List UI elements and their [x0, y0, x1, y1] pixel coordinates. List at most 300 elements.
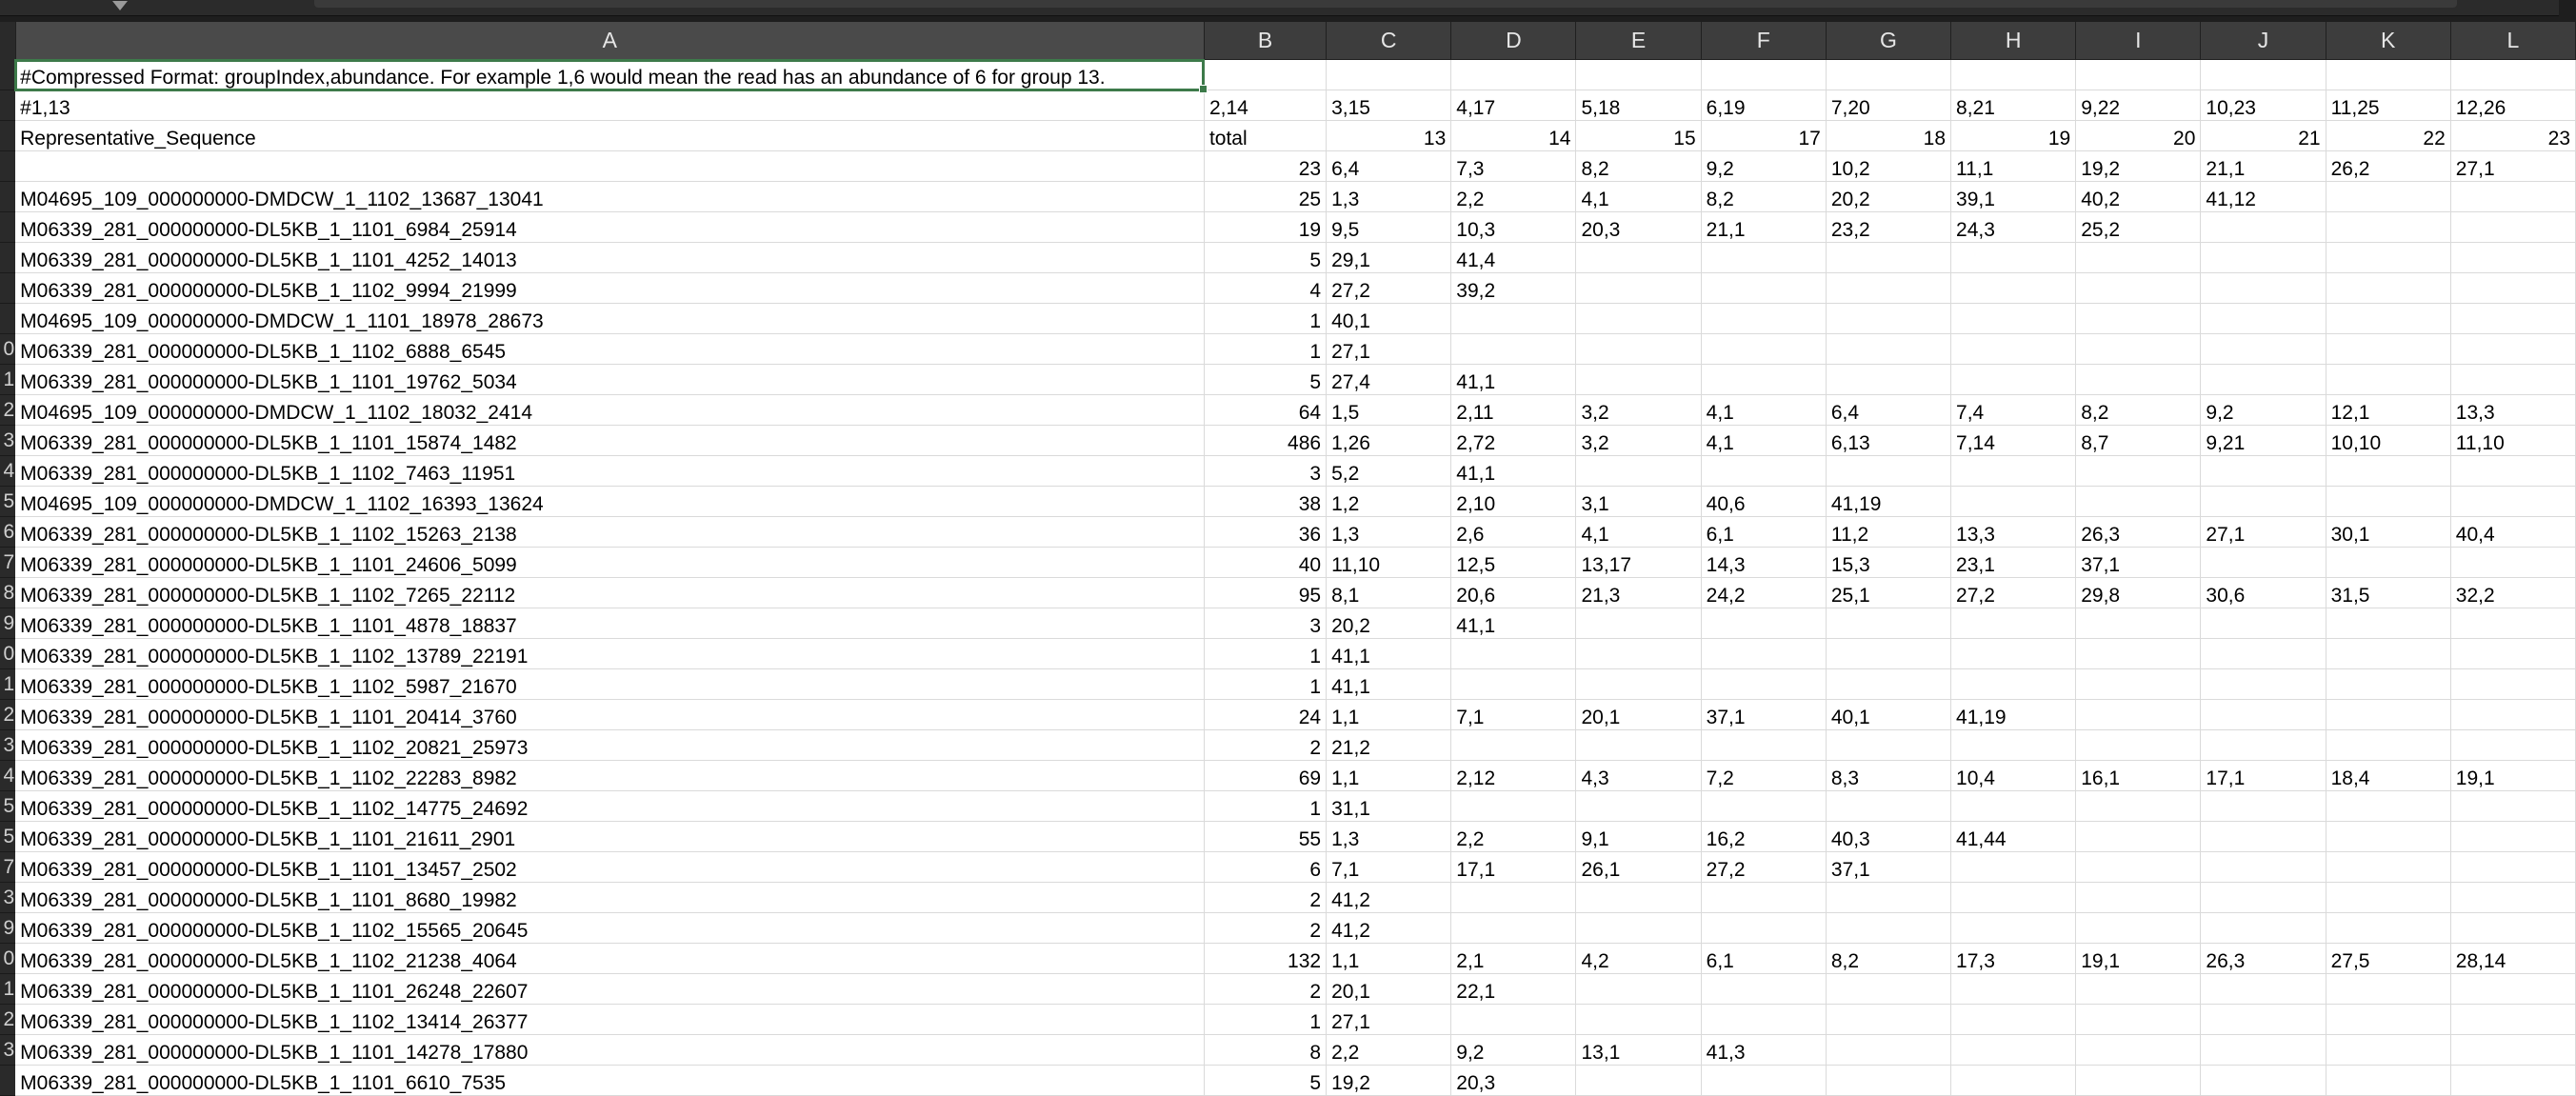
cell-l[interactable] [2450, 608, 2575, 639]
cell-a[interactable]: M06339_281_000000000-DL5KB_1_1101_24606_5099 [15, 548, 1204, 578]
cell-i[interactable] [2076, 791, 2201, 822]
cell-h[interactable]: 23,1 [1951, 548, 2076, 578]
cell-d[interactable]: 20,6 [1451, 578, 1576, 608]
cell-d[interactable] [1451, 1005, 1576, 1035]
cell-i[interactable] [2076, 974, 2201, 1005]
cell-c[interactable]: 20,1 [1327, 974, 1451, 1005]
cell-b[interactable]: 3 [1204, 608, 1326, 639]
cell-a[interactable]: M06339_281_000000000-DL5KB_1_1102_15565_20645 [15, 913, 1204, 944]
cell-e[interactable]: 4,2 [1576, 944, 1701, 974]
cell-j[interactable]: 9,21 [2201, 426, 2326, 456]
cell-g[interactable] [1826, 1035, 1950, 1066]
cell-c[interactable]: 11,10 [1327, 548, 1451, 578]
cell-k[interactable] [2326, 669, 2450, 700]
cell-d[interactable]: 39,2 [1451, 273, 1576, 304]
cell-b[interactable]: 132 [1204, 944, 1326, 974]
cell-c[interactable]: 13 [1327, 121, 1451, 151]
cell-g[interactable]: 8,3 [1826, 761, 1950, 791]
cell-i[interactable] [2076, 243, 2201, 273]
cell-c[interactable]: 1,1 [1327, 700, 1451, 730]
cell-j[interactable]: 21 [2201, 121, 2326, 151]
cell-j[interactable] [2201, 913, 2326, 944]
cell-b[interactable]: 2,14 [1204, 90, 1326, 121]
cell-l[interactable] [2450, 669, 2575, 700]
cell-j[interactable] [2201, 974, 2326, 1005]
cell-c[interactable]: 41,1 [1327, 639, 1451, 669]
cell-e[interactable]: 13,17 [1576, 548, 1701, 578]
cell-i[interactable] [2076, 456, 2201, 487]
cell-j[interactable] [2201, 822, 2326, 852]
cell-c[interactable]: 1,3 [1327, 182, 1451, 212]
cell-l[interactable]: 23 [2450, 121, 2575, 151]
cell-k[interactable]: 30,1 [2326, 517, 2450, 548]
cell-h[interactable] [1951, 639, 2076, 669]
cell-l[interactable] [2450, 182, 2575, 212]
cell-i[interactable] [2076, 1035, 2201, 1066]
cell-j[interactable] [2201, 639, 2326, 669]
cell-a[interactable]: M06339_281_000000000-DL5KB_1_1101_15874_1482 [15, 426, 1204, 456]
column-header-d[interactable]: D [1451, 22, 1576, 60]
cell-f[interactable] [1701, 608, 1826, 639]
cell-f[interactable] [1701, 791, 1826, 822]
row-header[interactable]: 0 [0, 334, 15, 365]
cell-j[interactable] [2201, 273, 2326, 304]
cell-c[interactable]: 41,2 [1327, 883, 1451, 913]
row-header[interactable] [0, 60, 15, 90]
row-header[interactable]: 5 [0, 791, 15, 822]
cell-d[interactable]: 41,1 [1451, 608, 1576, 639]
column-header-h[interactable]: H [1951, 22, 2076, 60]
cell-l[interactable]: 40,4 [2450, 517, 2575, 548]
cell-g[interactable]: 37,1 [1826, 852, 1950, 883]
cell-c[interactable]: 27,1 [1327, 1005, 1451, 1035]
column-header-a[interactable]: A [15, 22, 1204, 60]
cell-c[interactable]: 1,3 [1327, 517, 1451, 548]
cell-j[interactable] [2201, 60, 2326, 90]
cell-l[interactable] [2450, 212, 2575, 243]
cell-d[interactable]: 9,2 [1451, 1035, 1576, 1066]
cell-e[interactable] [1576, 730, 1701, 761]
cell-i[interactable]: 8,2 [2076, 395, 2201, 426]
cell-d[interactable]: 14 [1451, 121, 1576, 151]
cell-k[interactable] [2326, 852, 2450, 883]
cell-a[interactable]: M06339_281_000000000-DL5KB_1_1101_4252_14013 [15, 243, 1204, 273]
cell-l[interactable] [2450, 1066, 2575, 1096]
cell-i[interactable]: 8,7 [2076, 426, 2201, 456]
cell-h[interactable]: 11,1 [1951, 151, 2076, 182]
cell-g[interactable]: 25,1 [1826, 578, 1950, 608]
row-header[interactable] [0, 90, 15, 121]
cell-l[interactable]: 11,10 [2450, 426, 2575, 456]
cell-g[interactable]: 20,2 [1826, 182, 1950, 212]
cell-f[interactable]: 8,2 [1701, 182, 1826, 212]
cell-d[interactable]: 2,2 [1451, 182, 1576, 212]
cell-h[interactable] [1951, 1066, 2076, 1096]
cell-l[interactable] [2450, 913, 2575, 944]
cell-e[interactable]: 13,1 [1576, 1035, 1701, 1066]
cell-e[interactable]: 21,3 [1576, 578, 1701, 608]
cell-b[interactable]: 40 [1204, 548, 1326, 578]
cell-g[interactable] [1826, 456, 1950, 487]
cell-d[interactable] [1451, 913, 1576, 944]
cell-d[interactable] [1451, 730, 1576, 761]
cell-f[interactable]: 40,6 [1701, 487, 1826, 517]
cell-d[interactable]: 41,1 [1451, 456, 1576, 487]
cell-a[interactable] [15, 151, 1204, 182]
cell-g[interactable]: 10,2 [1826, 151, 1950, 182]
row-header[interactable]: 2 [0, 700, 15, 730]
cell-e[interactable]: 9,1 [1576, 822, 1701, 852]
cell-i[interactable] [2076, 334, 2201, 365]
row-header[interactable]: 2 [0, 395, 15, 426]
cell-h[interactable]: 10,4 [1951, 761, 2076, 791]
cell-l[interactable]: 32,2 [2450, 578, 2575, 608]
cell-l[interactable] [2450, 883, 2575, 913]
row-header[interactable]: 4 [0, 761, 15, 791]
cell-f[interactable]: 6,1 [1701, 944, 1826, 974]
cell-j[interactable] [2201, 212, 2326, 243]
cell-d[interactable]: 10,3 [1451, 212, 1576, 243]
cell-d[interactable]: 20,3 [1451, 1066, 1576, 1096]
cell-c[interactable]: 8,1 [1327, 578, 1451, 608]
cell-j[interactable] [2201, 1035, 2326, 1066]
cell-l[interactable] [2450, 334, 2575, 365]
cell-f[interactable]: 4,1 [1701, 395, 1826, 426]
row-header[interactable]: 3 [0, 883, 15, 913]
cell-k[interactable]: 31,5 [2326, 578, 2450, 608]
cell-j[interactable] [2201, 669, 2326, 700]
column-header-j[interactable]: J [2201, 22, 2326, 60]
cell-j[interactable] [2201, 852, 2326, 883]
cell-c[interactable]: 27,2 [1327, 273, 1451, 304]
cell-g[interactable] [1826, 60, 1950, 90]
cell-c[interactable]: 21,2 [1327, 730, 1451, 761]
dropdown-arrow-icon[interactable] [112, 1, 128, 10]
column-header-c[interactable]: C [1327, 22, 1451, 60]
row-header[interactable]: 3 [0, 1035, 15, 1066]
cell-j[interactable] [2201, 456, 2326, 487]
cell-i[interactable] [2076, 700, 2201, 730]
cell-d[interactable] [1451, 334, 1576, 365]
cell-j[interactable]: 41,12 [2201, 182, 2326, 212]
cell-k[interactable] [2326, 456, 2450, 487]
cell-a[interactable]: M06339_281_000000000-DL5KB_1_1101_8680_19982 [15, 883, 1204, 913]
cell-i[interactable]: 20 [2076, 121, 2201, 151]
cell-g[interactable]: 40,3 [1826, 822, 1950, 852]
cell-h[interactable] [1951, 730, 2076, 761]
cell-f[interactable] [1701, 60, 1826, 90]
fill-handle[interactable] [1199, 85, 1208, 93]
cell-c[interactable]: 40,1 [1327, 304, 1451, 334]
cell-f[interactable] [1701, 730, 1826, 761]
cell-d[interactable]: 41,4 [1451, 243, 1576, 273]
cell-h[interactable] [1951, 852, 2076, 883]
cell-i[interactable] [2076, 608, 2201, 639]
select-all-corner[interactable] [0, 22, 15, 60]
cell-f[interactable]: 9,2 [1701, 151, 1826, 182]
cell-a[interactable]: Representative_Sequence [15, 121, 1204, 151]
cell-b[interactable]: 95 [1204, 578, 1326, 608]
cell-c[interactable]: 5,2 [1327, 456, 1451, 487]
cell-c[interactable]: 1,5 [1327, 395, 1451, 426]
cell-l[interactable] [2450, 365, 2575, 395]
cell-c[interactable]: 29,1 [1327, 243, 1451, 273]
cell-g[interactable]: 7,20 [1826, 90, 1950, 121]
cell-h[interactable] [1951, 974, 2076, 1005]
row-header[interactable]: 3 [0, 730, 15, 761]
cell-a[interactable]: M04695_109_000000000-DMDCW_1_1102_18032_2414 [15, 395, 1204, 426]
cell-d[interactable]: 22,1 [1451, 974, 1576, 1005]
cell-l[interactable] [2450, 487, 2575, 517]
row-header[interactable]: 1 [0, 669, 15, 700]
cell-i[interactable] [2076, 730, 2201, 761]
cell-l[interactable] [2450, 822, 2575, 852]
cell-l[interactable] [2450, 456, 2575, 487]
cell-k[interactable]: 27,5 [2326, 944, 2450, 974]
row-header[interactable]: 7 [0, 548, 15, 578]
row-header[interactable]: 9 [0, 913, 15, 944]
cell-b[interactable]: 2 [1204, 730, 1326, 761]
cell-g[interactable]: 15,3 [1826, 548, 1950, 578]
row-header[interactable]: 1 [0, 365, 15, 395]
cell-f[interactable]: 37,1 [1701, 700, 1826, 730]
cell-b[interactable]: 25 [1204, 182, 1326, 212]
cell-g[interactable] [1826, 365, 1950, 395]
cell-f[interactable]: 17 [1701, 121, 1826, 151]
cell-d[interactable]: 2,2 [1451, 822, 1576, 852]
cell-d[interactable] [1451, 669, 1576, 700]
cell-h[interactable]: 7,14 [1951, 426, 2076, 456]
cell-a[interactable]: M04695_109_000000000-DMDCW_1_1101_18978_28673 [15, 304, 1204, 334]
cell-e[interactable] [1576, 60, 1701, 90]
cell-h[interactable] [1951, 913, 2076, 944]
cell-h[interactable] [1951, 883, 2076, 913]
cell-b[interactable]: 38 [1204, 487, 1326, 517]
cell-j[interactable] [2201, 730, 2326, 761]
column-header-b[interactable]: B [1204, 22, 1326, 60]
cell-f[interactable] [1701, 334, 1826, 365]
cell-e[interactable]: 4,1 [1576, 182, 1701, 212]
cell-f[interactable] [1701, 669, 1826, 700]
row-header[interactable] [0, 121, 15, 151]
cell-a[interactable]: M06339_281_000000000-DL5KB_1_1102_7265_22112 [15, 578, 1204, 608]
cell-i[interactable] [2076, 365, 2201, 395]
cell-j[interactable] [2201, 883, 2326, 913]
row-header[interactable]: 0 [0, 944, 15, 974]
cell-k[interactable] [2326, 608, 2450, 639]
cell-k[interactable]: 11,25 [2326, 90, 2450, 121]
cell-b[interactable] [1204, 60, 1326, 90]
cell-l[interactable]: 19,1 [2450, 761, 2575, 791]
cell-a[interactable]: M06339_281_000000000-DL5KB_1_1101_6610_7535 [15, 1066, 1204, 1096]
cell-e[interactable] [1576, 913, 1701, 944]
cell-k[interactable] [2326, 822, 2450, 852]
cell-c[interactable]: 27,4 [1327, 365, 1451, 395]
cell-h[interactable] [1951, 1005, 2076, 1035]
cell-e[interactable] [1576, 273, 1701, 304]
cell-f[interactable] [1701, 913, 1826, 944]
cell-i[interactable] [2076, 883, 2201, 913]
cell-h[interactable] [1951, 608, 2076, 639]
cell-i[interactable]: 37,1 [2076, 548, 2201, 578]
cell-a[interactable]: #1,13 [15, 90, 1204, 121]
cell-a[interactable]: M06339_281_000000000-DL5KB_1_1101_26248_22607 [15, 974, 1204, 1005]
cell-g[interactable] [1826, 273, 1950, 304]
cell-b[interactable]: 2 [1204, 883, 1326, 913]
row-header[interactable]: 8 [0, 578, 15, 608]
cell-e[interactable]: 4,1 [1576, 517, 1701, 548]
cell-i[interactable] [2076, 273, 2201, 304]
cell-f[interactable]: 6,19 [1701, 90, 1826, 121]
cell-f[interactable]: 24,2 [1701, 578, 1826, 608]
cell-j[interactable]: 10,23 [2201, 90, 2326, 121]
cell-k[interactable] [2326, 1005, 2450, 1035]
cell-c[interactable]: 20,2 [1327, 608, 1451, 639]
cell-f[interactable]: 41,3 [1701, 1035, 1826, 1066]
cell-b[interactable]: 3 [1204, 456, 1326, 487]
cell-a[interactable]: M06339_281_000000000-DL5KB_1_1101_20414_3760 [15, 700, 1204, 730]
row-header[interactable] [0, 1066, 15, 1096]
cell-g[interactable] [1826, 669, 1950, 700]
cell-k[interactable]: 12,1 [2326, 395, 2450, 426]
cell-k[interactable] [2326, 273, 2450, 304]
cell-j[interactable]: 17,1 [2201, 761, 2326, 791]
cell-i[interactable] [2076, 1066, 2201, 1096]
cell-g[interactable]: 11,2 [1826, 517, 1950, 548]
cell-f[interactable] [1701, 639, 1826, 669]
cell-i[interactable]: 19,1 [2076, 944, 2201, 974]
cell-k[interactable] [2326, 212, 2450, 243]
cell-e[interactable]: 20,3 [1576, 212, 1701, 243]
cell-e[interactable]: 15 [1576, 121, 1701, 151]
cell-i[interactable] [2076, 487, 2201, 517]
cell-h[interactable]: 13,3 [1951, 517, 2076, 548]
cell-b[interactable]: 2 [1204, 913, 1326, 944]
cell-k[interactable] [2326, 1035, 2450, 1066]
cell-e[interactable] [1576, 1005, 1701, 1035]
cell-b[interactable]: 24 [1204, 700, 1326, 730]
cell-c[interactable]: 41,2 [1327, 913, 1451, 944]
cell-g[interactable] [1826, 974, 1950, 1005]
cell-f[interactable] [1701, 883, 1826, 913]
cell-e[interactable]: 5,18 [1576, 90, 1701, 121]
cell-i[interactable]: 9,22 [2076, 90, 2201, 121]
cell-j[interactable] [2201, 700, 2326, 730]
cell-g[interactable] [1826, 913, 1950, 944]
cell-k[interactable] [2326, 913, 2450, 944]
cell-j[interactable] [2201, 1066, 2326, 1096]
cell-k[interactable] [2326, 1066, 2450, 1096]
cell-c[interactable]: 31,1 [1327, 791, 1451, 822]
cell-i[interactable]: 40,2 [2076, 182, 2201, 212]
cell-k[interactable] [2326, 365, 2450, 395]
cell-k[interactable]: 22 [2326, 121, 2450, 151]
column-header-f[interactable]: F [1701, 22, 1826, 60]
cell-g[interactable] [1826, 304, 1950, 334]
cell-h[interactable]: 27,2 [1951, 578, 2076, 608]
cell-b[interactable]: 5 [1204, 243, 1326, 273]
cell-b[interactable]: 55 [1204, 822, 1326, 852]
cell-k[interactable] [2326, 791, 2450, 822]
cell-l[interactable]: 13,3 [2450, 395, 2575, 426]
cell-b[interactable]: 2 [1204, 974, 1326, 1005]
cell-l[interactable]: 28,14 [2450, 944, 2575, 974]
cell-f[interactable]: 6,1 [1701, 517, 1826, 548]
cell-l[interactable] [2450, 791, 2575, 822]
cell-g[interactable] [1826, 334, 1950, 365]
cell-i[interactable] [2076, 822, 2201, 852]
cell-d[interactable]: 4,17 [1451, 90, 1576, 121]
cell-b[interactable]: 5 [1204, 365, 1326, 395]
cell-h[interactable]: 17,3 [1951, 944, 2076, 974]
cell-h[interactable]: 19 [1951, 121, 2076, 151]
cell-h[interactable] [1951, 365, 2076, 395]
cell-l[interactable] [2450, 1035, 2575, 1066]
cell-j[interactable]: 9,2 [2201, 395, 2326, 426]
row-header[interactable]: 3 [0, 426, 15, 456]
column-header-e[interactable]: E [1576, 22, 1701, 60]
cell-c[interactable]: 3,15 [1327, 90, 1451, 121]
cell-e[interactable] [1576, 304, 1701, 334]
cell-e[interactable] [1576, 334, 1701, 365]
cell-d[interactable]: 7,1 [1451, 700, 1576, 730]
cell-a[interactable]: M06339_281_000000000-DL5KB_1_1102_13789_22191 [15, 639, 1204, 669]
cell-b[interactable]: 1 [1204, 304, 1326, 334]
cell-b[interactable]: 69 [1204, 761, 1326, 791]
cell-c[interactable]: 6,4 [1327, 151, 1451, 182]
formula-bar[interactable] [314, 0, 2457, 8]
cell-k[interactable] [2326, 60, 2450, 90]
cell-c[interactable]: 9,5 [1327, 212, 1451, 243]
cell-k[interactable] [2326, 334, 2450, 365]
cell-l[interactable] [2450, 974, 2575, 1005]
cell-a[interactable]: M06339_281_000000000-DL5KB_1_1102_9994_21999 [15, 273, 1204, 304]
cell-f[interactable]: 4,1 [1701, 426, 1826, 456]
cell-h[interactable] [1951, 1035, 2076, 1066]
cell-l[interactable] [2450, 639, 2575, 669]
cell-d[interactable]: 12,5 [1451, 548, 1576, 578]
cell-c[interactable]: 1,26 [1327, 426, 1451, 456]
cell-l[interactable]: 12,26 [2450, 90, 2575, 121]
cell-b[interactable]: 4 [1204, 273, 1326, 304]
row-header[interactable] [0, 212, 15, 243]
cell-f[interactable] [1701, 304, 1826, 334]
cell-a[interactable]: M06339_281_000000000-DL5KB_1_1101_4878_18837 [15, 608, 1204, 639]
cell-k[interactable] [2326, 730, 2450, 761]
cell-l[interactable] [2450, 1005, 2575, 1035]
cell-e[interactable]: 26,1 [1576, 852, 1701, 883]
cell-g[interactable] [1826, 243, 1950, 273]
cell-h[interactable] [1951, 669, 2076, 700]
column-header-g[interactable]: G [1826, 22, 1950, 60]
cell-f[interactable]: 16,2 [1701, 822, 1826, 852]
cell-a[interactable]: M06339_281_000000000-DL5KB_1_1102_14775_24692 [15, 791, 1204, 822]
cell-j[interactable] [2201, 608, 2326, 639]
row-header[interactable]: 4 [0, 456, 15, 487]
cell-f[interactable] [1701, 243, 1826, 273]
cell-c[interactable]: 1,3 [1327, 822, 1451, 852]
cell-c[interactable]: 41,1 [1327, 669, 1451, 700]
cell-c[interactable]: 7,1 [1327, 852, 1451, 883]
cell-e[interactable] [1576, 1066, 1701, 1096]
cell-g[interactable] [1826, 730, 1950, 761]
row-header[interactable] [0, 243, 15, 273]
cell-i[interactable] [2076, 60, 2201, 90]
cell-b[interactable]: 19 [1204, 212, 1326, 243]
cell-a[interactable]: M06339_281_000000000-DL5KB_1_1102_7463_11951 [15, 456, 1204, 487]
cell-d[interactable]: 2,11 [1451, 395, 1576, 426]
cell-h[interactable]: 7,4 [1951, 395, 2076, 426]
